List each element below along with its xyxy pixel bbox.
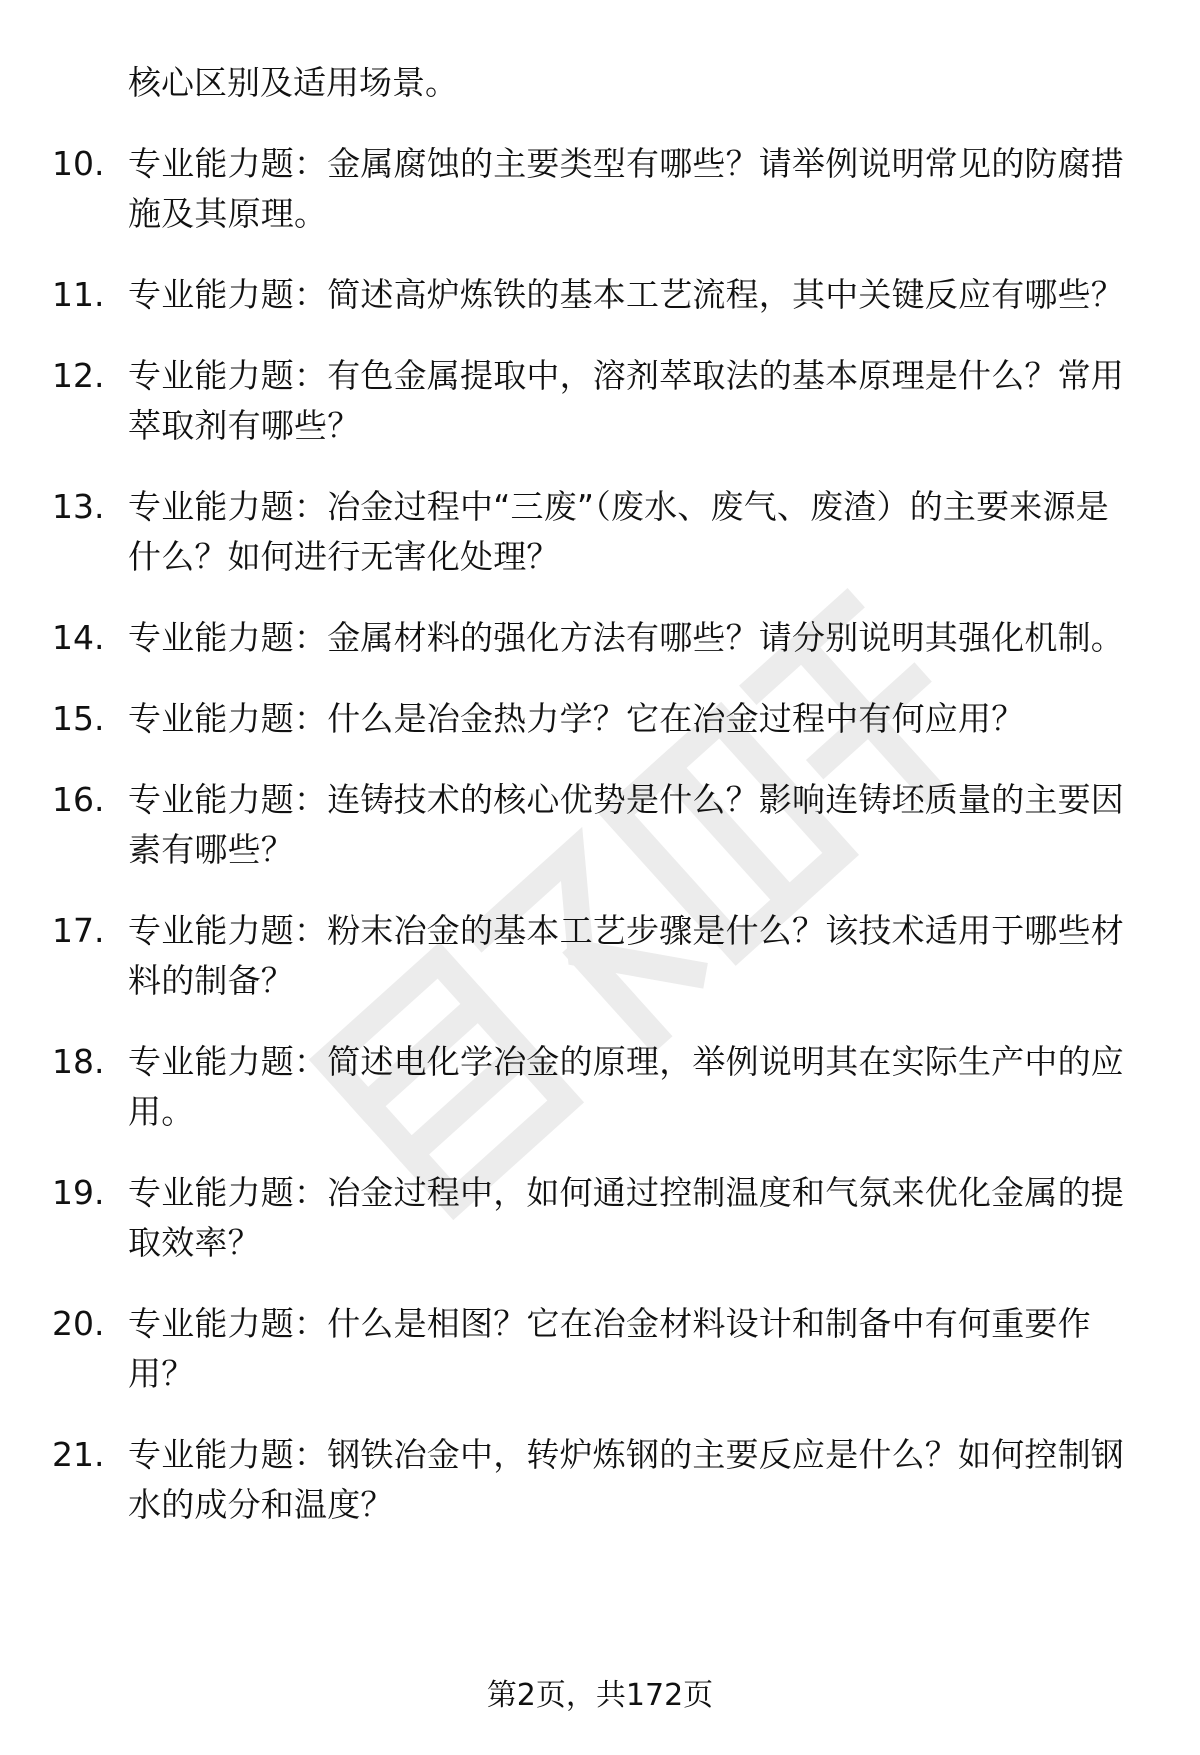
question-text: 专业能力题：简述高炉炼铁的基本工艺流程，其中关键反应有哪些？: [128, 275, 1124, 314]
list-item: [0, 1430, 1138, 1530]
question-number: 15.: [52, 699, 105, 738]
list-item: [0, 1037, 1138, 1137]
list-item: [0, 775, 1138, 875]
list-item: [0, 906, 1138, 1006]
question-text: 专业能力题：金属腐蚀的主要类型有哪些？请举例说明常见的防腐措施及其原理。: [128, 144, 1124, 233]
list-item: [0, 694, 1138, 744]
question-number: 10.: [52, 144, 105, 183]
list-item: [0, 139, 1138, 239]
question-number: 16.: [52, 780, 105, 819]
question-text: 专业能力题：什么是相图？它在冶金材料设计和制备中有何重要作用？: [128, 1304, 1091, 1393]
question-text: 专业能力题：简述电化学冶金的原理，举例说明其在实际生产中的应用。: [128, 1042, 1124, 1131]
list-item: [0, 613, 1138, 663]
question-number: 21.: [52, 1435, 105, 1474]
question-text: 专业能力题：有色金属提取中，溶剂萃取法的基本原理是什么？常用萃取剂有哪些？: [128, 356, 1124, 445]
list-item: [0, 1168, 1138, 1268]
question-text: 专业能力题：什么是冶金热力学？它在冶金过程中有何应用？: [128, 699, 1025, 738]
question-number: 20.: [52, 1304, 105, 1343]
question-number: 12.: [52, 356, 105, 395]
question-number: 19.: [52, 1173, 105, 1212]
list-item: [0, 482, 1138, 582]
question-text: 专业能力题：粉末冶金的基本工艺步骤是什么？该技术适用于哪些材料的制备？: [128, 911, 1124, 1000]
question-text: 专业能力题：冶金过程中，如何通过控制温度和气氛来优化金属的提取效率？: [128, 1173, 1124, 1262]
list-item: [0, 1299, 1138, 1399]
question-number: 18.: [52, 1042, 105, 1081]
question-text: 专业能力题：金属材料的强化方法有哪些？请分别说明其强化机制。: [128, 618, 1124, 657]
question-number: 17.: [52, 911, 105, 950]
list-item: [0, 351, 1138, 451]
question-number: 11.: [52, 275, 105, 314]
list-item: [0, 270, 1138, 320]
question-text: 专业能力题：冶金过程中“三废”（废水、废气、废渣）的主要来源是什么？如何进行无害化处理？: [128, 487, 1109, 576]
question-number: 14.: [52, 618, 105, 657]
page-number-footer: 第2页，共172页: [486, 1678, 714, 1713]
question-text: 专业能力题：连铸技术的核心优势是什么？影响连铸坯质量的主要因素有哪些？: [128, 780, 1124, 869]
question-text: 专业能力题：钢铁冶金中，转炉炼钢的主要反应是什么？如何控制钢水的成分和温度？: [128, 1435, 1124, 1524]
question-list: [0, 58, 1200, 1530]
question-number: 13.: [52, 487, 105, 526]
continuation-text: 核心区别及适用场景。: [128, 63, 458, 102]
